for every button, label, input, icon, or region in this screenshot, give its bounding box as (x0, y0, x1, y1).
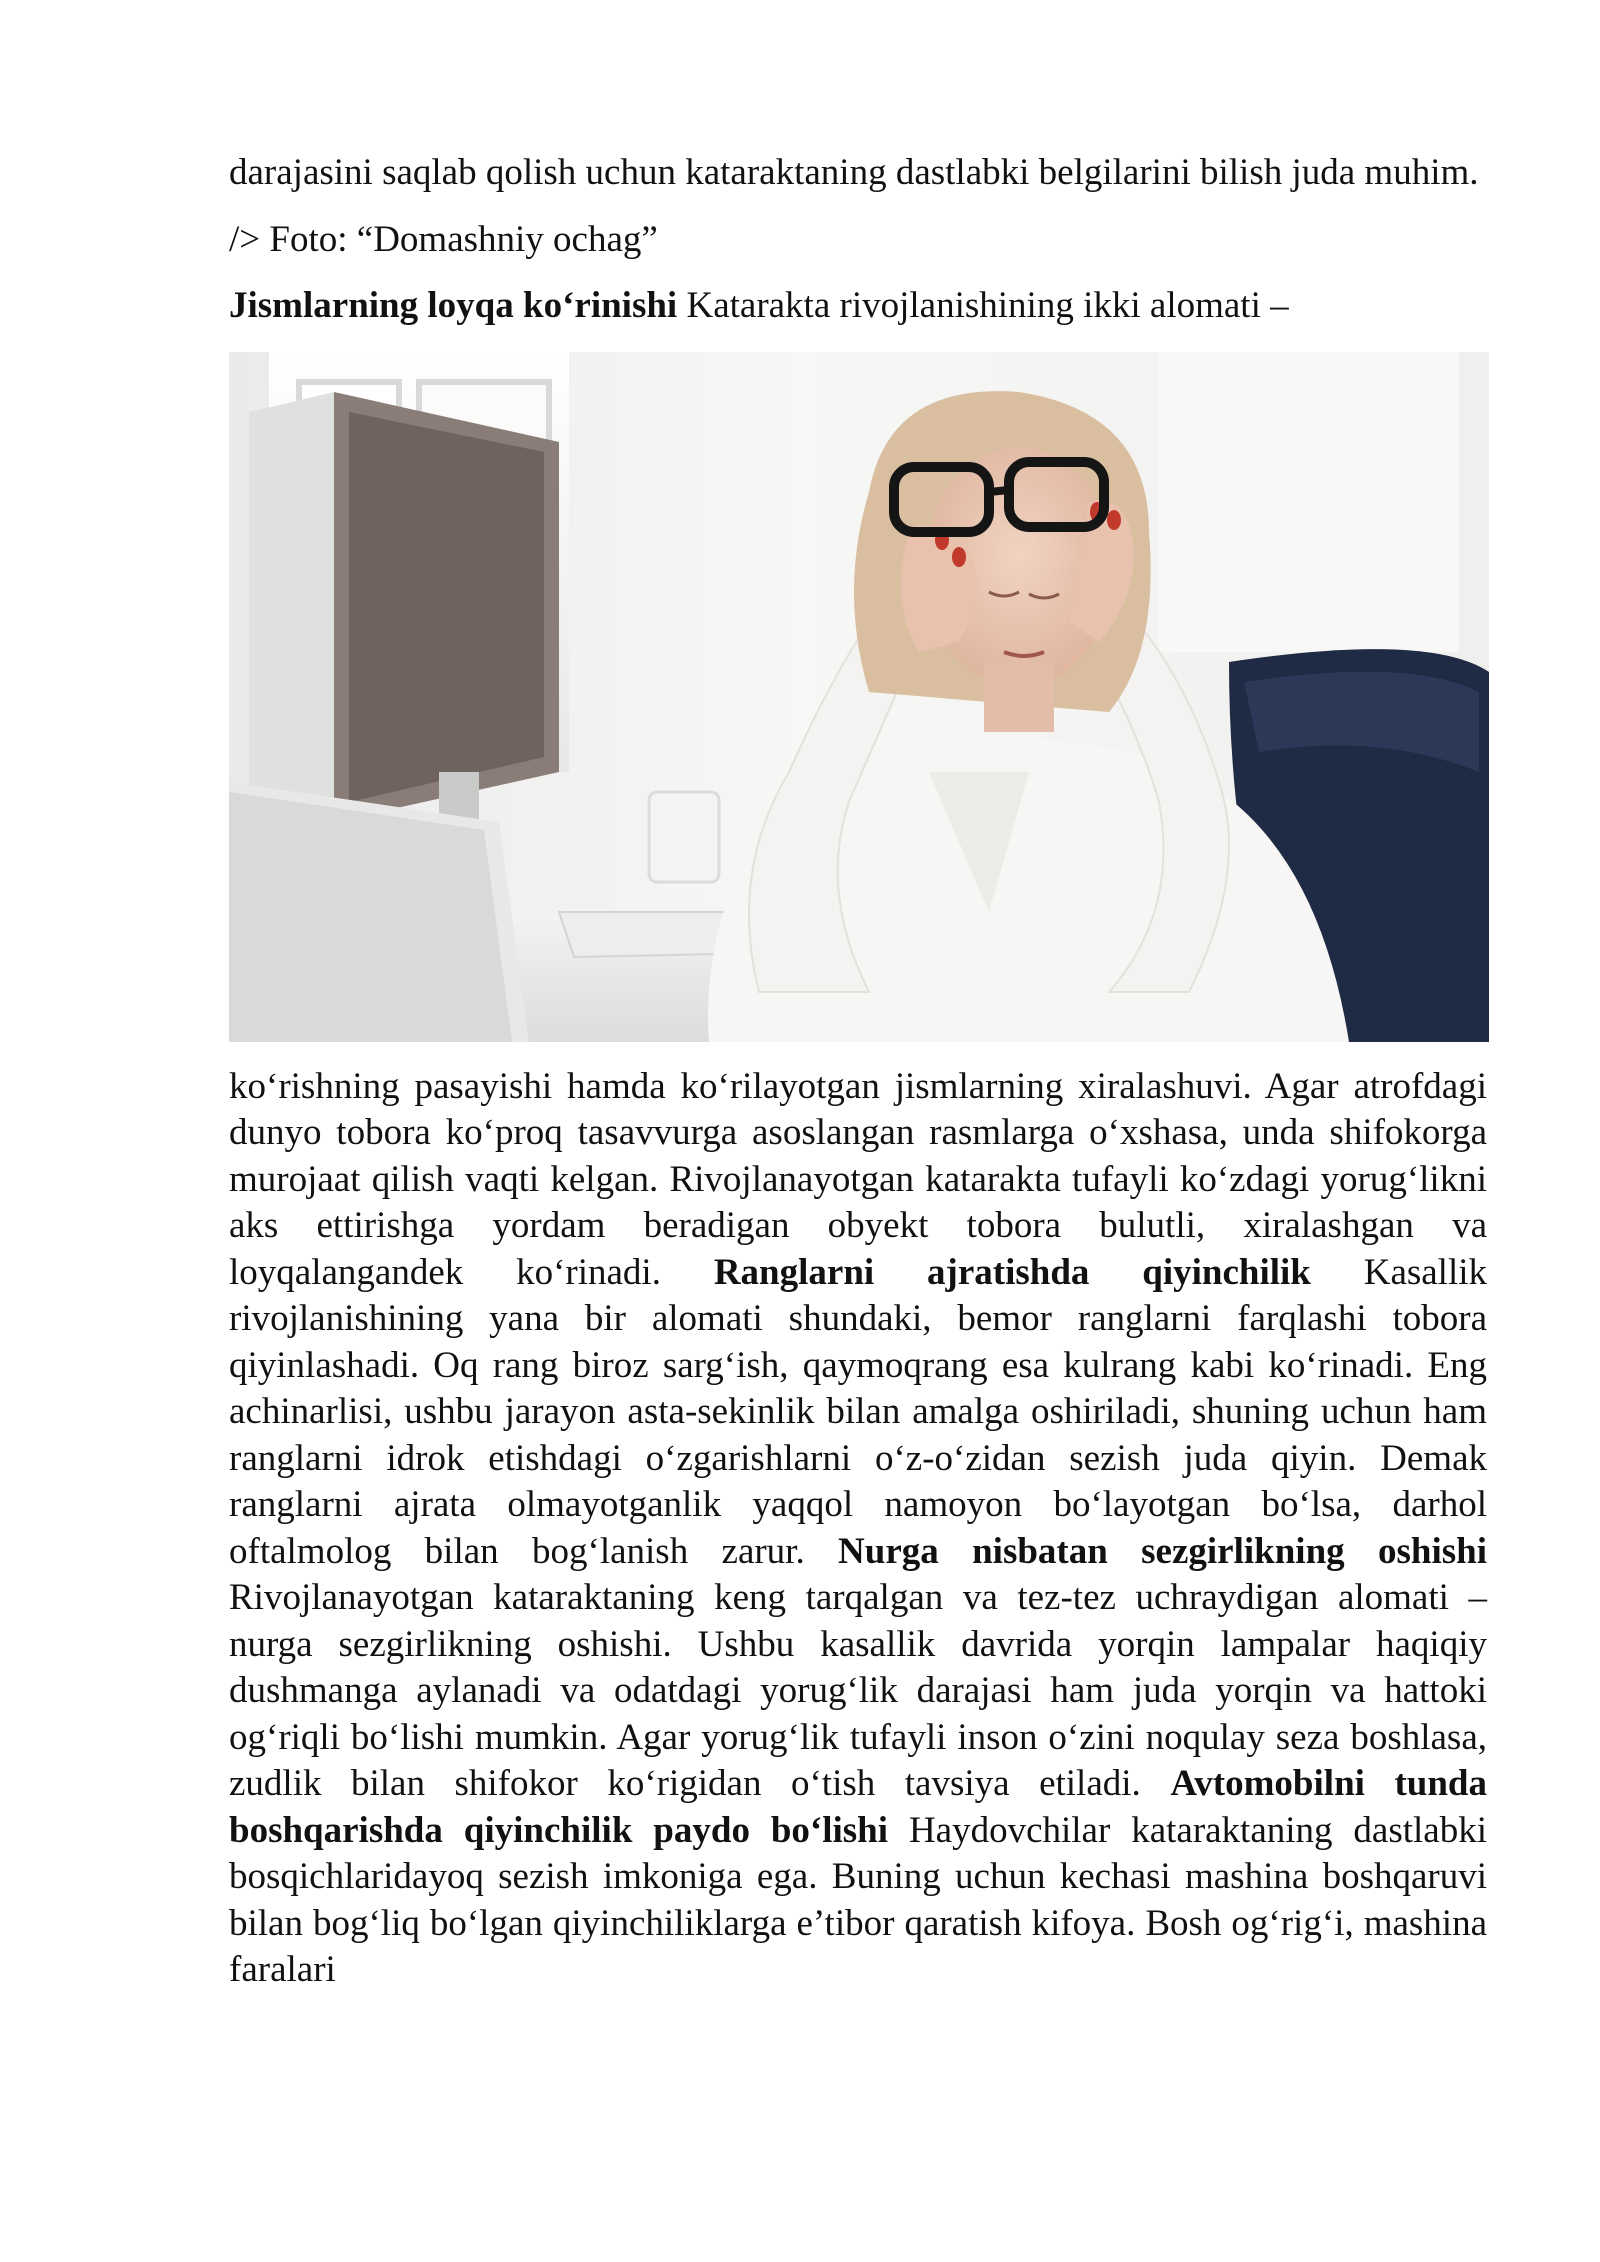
paragraph-intro: darajasini saqlab qolish uchun kataraktaning dastlabki belgilarini bilish juda muhim. (229, 152, 1479, 193)
article-photo (229, 352, 1489, 1042)
paragraph-body (229, 1064, 1487, 1994)
document-page (229, 150, 1487, 1994)
paragraph-color-distinction: Kasallik rivojlanishining yana bir alomati shundaki, bemor ranglarni farqlashi tobora qiyinlashadi. Oq rang biroz sarg‘ish, qaymoqrang esa kulrang kabi ko‘rinadi. Eng achinarlisi, ushbu jarayon asta-sekinlik bilan amalga oshiriladi, shuning uchun ham ranglarni idrok etishdagi o‘zgarishlarni o‘z-o‘zidan sezish juda qiyin. Demak ranglarni ajrata olmayotganlik yaqqol namoyon bo‘layotgan bo‘lsa, darhol oftalmolog bilan bog‘lanish zarur. (229, 1251, 1488, 1572)
paragraph-night-driving: Haydovchilar kataraktaning dastlabki bosqichlaridayoq sezish imkoniga ega. Buning uchun kechasi mashina boshqaruvi bilan bog‘liq bo‘lgan qiyinchiliklarga e’tibor qaratish kifoya. Bosh og‘rig‘i, mashina faralari (229, 1809, 1488, 1990)
photo-credit: /> Foto: “Domashniy ochag” (229, 218, 658, 260)
section-heading-color-distinction: Ranglarni ajratishda qiyinchilik (713, 1251, 1311, 1293)
section-heading-light-sensitivity: Nurga nisbatan sezgirlikning oshishi (838, 1530, 1488, 1572)
section-heading-blurry-vision: Jismlarning loyqa ko‘rinishi (229, 285, 678, 326)
woman-rubbing-eyes-illustration (229, 352, 1489, 1042)
paragraph-blurry-vision: ko‘rishning pasayishi hamda ko‘rilayotgan jismlarning xiralashuvi. Agar atrofdagi dunyo tobora ko‘proq tasavvurga asoslangan rasmlarga o‘xshasa, unda shifokorga murojaat qilish vaqti kelgan. Rivojlanayotgan katarakta tufayli ko‘zdagi yorug‘likni aks ettirishga yordam beradigan obyekt tobora bulutli, xiralashgan va loyqalangandek ko‘rinadi. (229, 1065, 1487, 1293)
paragraph-heading-blurry (229, 283, 1487, 330)
section-heading-night-driving: Avtomobilni tunda boshqarishda qiyinchilik paydo bo‘lishi (229, 1763, 1487, 1851)
section-lead-text: Katarakta rivojlanishining ikki alomati – (686, 285, 1289, 326)
paragraph-light-sensitivity: Rivojlanayotgan kataraktaning keng tarqalgan va tez-tez uchraydigan alomati – nurga sezgirlikning oshishi. Ushbu kasallik davrida yorqin lampalar haqiqiy dushmanga aylanadi va odatdagi yorug‘lik darajasi ham juda yorqin va hattoki og‘riqli bo‘lishi mumkin. Agar yorug‘lik tufayli inson o‘zini noqulay seza boshlasa, zudlik bilan shifokor ko‘rigidan o‘tish tavsiya etiladi. (229, 1577, 1487, 1804)
